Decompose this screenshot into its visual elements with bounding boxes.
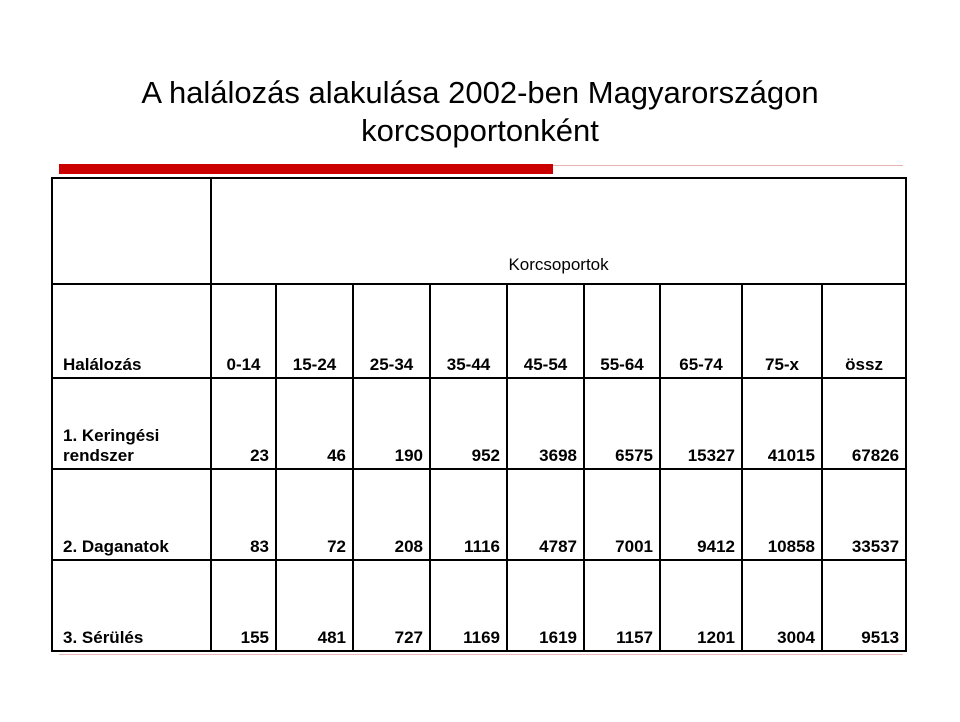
table-row xyxy=(52,469,906,560)
table-cell: 23 xyxy=(211,378,276,469)
column-header: 55-64 xyxy=(584,284,660,378)
table-cell: 155 xyxy=(211,560,276,651)
column-header: 45-54 xyxy=(507,284,584,378)
age-groups-header: Korcsoportok xyxy=(211,178,906,284)
row-label-line-2: rendszer xyxy=(63,446,134,465)
table-cell: 9412 xyxy=(660,469,742,560)
column-header: 65-74 xyxy=(660,284,742,378)
table-cell: 3698 xyxy=(507,378,584,469)
column-header: 0-14 xyxy=(211,284,276,378)
row-label: 2. Daganatok xyxy=(52,469,211,560)
accent-line xyxy=(553,165,903,166)
slide-title-line-2: korcsoportonként xyxy=(361,113,599,148)
table-cell: 41015 xyxy=(742,378,822,469)
table-cell: 1169 xyxy=(430,560,507,651)
table-cell: 3004 xyxy=(742,560,822,651)
row-header-cell: Halálozás xyxy=(52,284,211,378)
table-cell: 6575 xyxy=(584,378,660,469)
table-cell: 83 xyxy=(211,469,276,560)
table-group-header-row xyxy=(52,178,906,284)
bottom-rule xyxy=(59,654,903,655)
table-cell: 208 xyxy=(353,469,430,560)
table-cell: 46 xyxy=(276,378,353,469)
table-cell: 33537 xyxy=(822,469,906,560)
column-header: 35-44 xyxy=(430,284,507,378)
slide-title-line-1: A halálozás alakulása 2002-ben Magyarországon xyxy=(141,75,819,110)
row-label xyxy=(52,378,211,469)
slide-title xyxy=(0,74,960,150)
table-cell: 9513 xyxy=(822,560,906,651)
table-header-row xyxy=(52,284,906,378)
table-cell: 1619 xyxy=(507,560,584,651)
table-cell: 72 xyxy=(276,469,353,560)
table-cell: 7001 xyxy=(584,469,660,560)
table-cell: 190 xyxy=(353,378,430,469)
column-header: 15-24 xyxy=(276,284,353,378)
table-cell: 15327 xyxy=(660,378,742,469)
column-header: 75-x xyxy=(742,284,822,378)
table-cell: 1157 xyxy=(584,560,660,651)
table-row xyxy=(52,378,906,469)
table-cell: 1201 xyxy=(660,560,742,651)
mortality-table xyxy=(51,177,907,652)
row-label: 3. Sérülés xyxy=(52,560,211,651)
table-cell: 4787 xyxy=(507,469,584,560)
table-corner-cell xyxy=(52,178,211,284)
table-cell: 727 xyxy=(353,560,430,651)
column-header: 25-34 xyxy=(353,284,430,378)
table-cell: 10858 xyxy=(742,469,822,560)
table-cell: 481 xyxy=(276,560,353,651)
table-cell: 952 xyxy=(430,378,507,469)
table-cell: 1116 xyxy=(430,469,507,560)
table-row xyxy=(52,560,906,651)
row-label-line-1: 1. Keringési xyxy=(63,426,160,445)
table-cell: 67826 xyxy=(822,378,906,469)
accent-bar xyxy=(59,164,553,174)
column-header: össz xyxy=(822,284,906,378)
